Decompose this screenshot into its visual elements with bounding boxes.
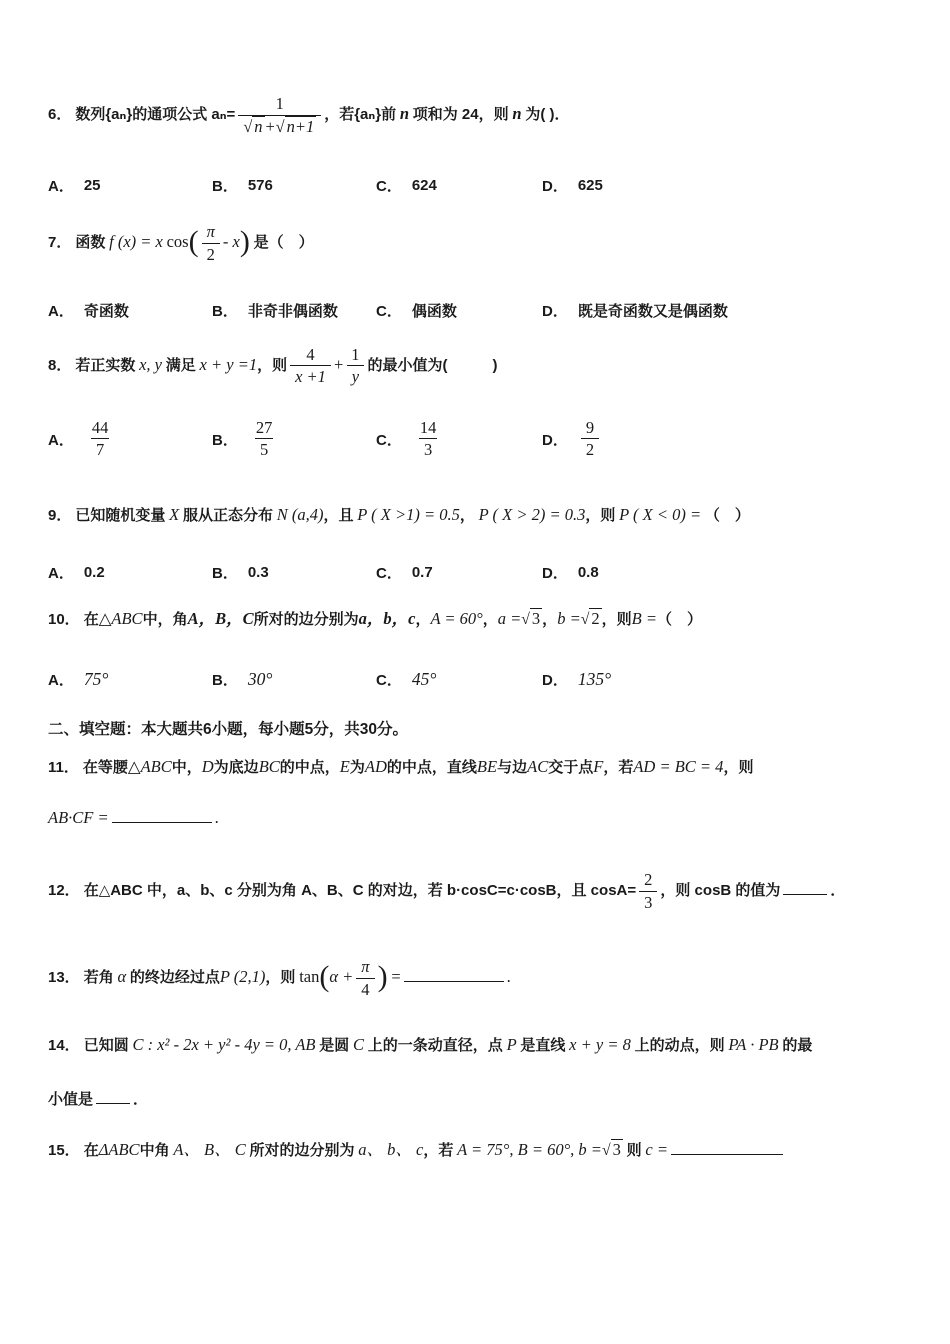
option-b — [212, 669, 376, 690]
question-text: 函数 — [75, 234, 106, 252]
option-label: B． — [212, 672, 238, 690]
fraction-numerator: 4 — [306, 344, 315, 364]
math-variables: a、 b、 c — [358, 1139, 424, 1159]
question-14-answer-line — [48, 1087, 902, 1114]
math-variables: x, y — [139, 354, 163, 374]
option-text: 624 — [411, 177, 437, 195]
math-expression: AD = BC = 4 — [633, 757, 724, 777]
option-text: 25 — [83, 177, 101, 195]
question-text: 的中点，直线 — [386, 759, 477, 777]
question-text: （ ） — [704, 507, 750, 524]
sqrt-symbol: √ — [601, 1141, 611, 1159]
math-variable: P — [506, 1034, 517, 1054]
period: ． — [830, 882, 846, 900]
fraction — [238, 94, 321, 137]
option-a — [48, 300, 212, 321]
sqrt-radicand: n+1 — [286, 116, 315, 136]
option-c — [376, 175, 542, 196]
option-label: B． — [212, 431, 238, 449]
option-text: 0.7 — [411, 563, 433, 581]
question-14 — [48, 1031, 902, 1060]
sqrt-expression — [580, 608, 602, 628]
question-text: 中， — [171, 759, 202, 777]
question-number: 14． — [48, 1036, 80, 1054]
question-text: 服从正态分布 — [182, 507, 273, 524]
fraction — [251, 418, 278, 461]
question-text: 上的动点，则 — [634, 1036, 725, 1054]
sqrt-symbol: √ — [275, 117, 285, 136]
option-label: D． — [542, 564, 568, 582]
math-function: cos — [166, 232, 189, 252]
option-d — [542, 562, 902, 583]
fraction-numerator: 44 — [91, 417, 109, 437]
question-text: 所对的边分别为 — [253, 610, 359, 628]
fraction-numerator: 1 — [275, 94, 284, 113]
sqrt-expression — [601, 1139, 623, 1159]
math-variables: A、 B、 C — [173, 1139, 246, 1159]
math-expression: △ABC — [98, 608, 143, 628]
left-paren: ( — [188, 224, 199, 258]
sqrt-radicand: 3 — [612, 1139, 621, 1159]
option-c — [376, 300, 542, 321]
question-text: 则 — [626, 1141, 642, 1159]
option-label: D． — [542, 302, 568, 320]
question-text: 满足 — [165, 356, 196, 374]
fraction — [346, 345, 364, 388]
question-text: 项和为 24，则 — [412, 106, 509, 124]
sqrt-expression — [521, 608, 542, 628]
question-7 — [48, 222, 902, 265]
fraction-denominator: 2 — [581, 438, 599, 461]
question-number: 9． — [48, 507, 72, 524]
option-label: B． — [212, 178, 238, 196]
question-text: ，若 — [603, 759, 634, 777]
math-expression: B = — [631, 608, 657, 628]
option-d — [542, 175, 902, 196]
question-text: ， — [415, 610, 431, 628]
fraction-numerator: 27 — [255, 417, 273, 437]
math-expression: P (2,1) — [219, 967, 266, 987]
fraction — [415, 418, 442, 461]
option-label: D． — [542, 178, 568, 196]
question-text: 是圆 — [319, 1036, 350, 1054]
question-number: 12． — [48, 882, 80, 900]
math-variable: D — [201, 757, 214, 777]
question-12 — [48, 870, 902, 913]
question-text: 的最小值为( ) — [367, 356, 498, 374]
fraction-numerator: π — [361, 957, 370, 977]
math-variable: F — [593, 757, 604, 777]
option-text: 非奇非偶函数 — [247, 302, 338, 320]
math-expression: △ABC — [127, 757, 172, 777]
fraction-denominator: 3 — [639, 891, 657, 914]
question-10 — [48, 605, 902, 634]
question-number: 7． — [48, 234, 72, 252]
question-text: 若正实数 — [75, 356, 136, 374]
question-number: 6． — [48, 106, 72, 124]
math-variable: n — [399, 104, 410, 124]
question-text: 中，角 — [142, 610, 188, 628]
option-b — [212, 175, 376, 196]
sqrt-symbol: √ — [580, 610, 590, 628]
math-variable: BC — [258, 757, 280, 777]
question-15 — [48, 1136, 902, 1165]
option-d — [542, 300, 902, 321]
option-label: A． — [48, 302, 74, 320]
fraction — [581, 418, 599, 461]
option-label: A． — [48, 564, 74, 582]
question-text: 已知圆 — [83, 1036, 129, 1054]
question-11 — [48, 753, 902, 782]
sqrt-symbol: √ — [243, 117, 253, 136]
right-paren: ) — [239, 224, 250, 258]
question-11-answer-line — [48, 804, 902, 833]
question-text: ，若{aₙ}前 — [324, 106, 397, 124]
math-variable: α — [117, 967, 127, 987]
fraction-denominator: x +1 — [290, 365, 331, 388]
option-text: 0.8 — [577, 563, 599, 581]
option-d — [542, 669, 902, 690]
math-variable: X — [169, 505, 180, 524]
question-text: ，且 — [323, 507, 354, 524]
sqrt-radicand: 2 — [591, 608, 600, 628]
math-expression: P ( X < 0) = — [619, 505, 702, 524]
fraction-denominator: 7 — [91, 438, 109, 461]
option-a — [48, 562, 212, 583]
right-paren: ) — [377, 959, 388, 993]
option-label: C． — [376, 564, 402, 582]
math-variable: AD — [364, 757, 387, 777]
option-label: B． — [212, 302, 238, 320]
fraction — [356, 957, 374, 1000]
option-label: D． — [542, 672, 568, 690]
option-text: 0.3 — [247, 563, 269, 581]
period: . — [506, 967, 511, 987]
period: . — [214, 807, 219, 827]
math-variable: C — [353, 1034, 365, 1054]
fraction-numerator: 2 — [644, 870, 653, 890]
math-variables: a，b，c — [358, 608, 416, 628]
question-number: 15． — [48, 1141, 80, 1159]
fraction-denominator: 5 — [255, 438, 273, 461]
question-text: 在 — [83, 1141, 99, 1159]
question-text: 在 — [83, 610, 99, 628]
math-condition: x + y =1 — [199, 354, 258, 374]
fraction-denominator: 3 — [419, 438, 437, 461]
question-number: 10． — [48, 610, 80, 628]
math-expression: C : x² - 2x + y² - 4y = 0, AB — [132, 1034, 316, 1054]
fraction — [202, 222, 220, 265]
question-text: 是（ ） — [253, 234, 314, 252]
fraction — [290, 345, 331, 388]
answer-blank — [671, 1139, 783, 1155]
fraction-denominator — [238, 115, 321, 138]
sqrt-radicand: n — [254, 116, 263, 136]
answer-blank — [783, 879, 827, 895]
answer-blank — [404, 967, 504, 983]
option-text: 625 — [577, 177, 603, 195]
option-c — [376, 418, 542, 461]
math-expression: b = — [557, 608, 581, 628]
math-variables: A，B，C — [187, 608, 254, 628]
math-operator: + — [333, 354, 344, 374]
math-expression: a = — [497, 608, 522, 628]
question-text: ， — [542, 610, 558, 628]
math-operator: + — [264, 116, 276, 136]
question-text: 上的一条动直径，点 — [367, 1036, 503, 1054]
sqrt-radicand: 3 — [531, 608, 541, 628]
fraction-numerator: 1 — [351, 344, 360, 364]
math-expression: PA · PB — [728, 1034, 779, 1054]
math-variable: n — [512, 104, 522, 124]
option-text: 576 — [247, 177, 273, 195]
question-text: 为底边 — [213, 759, 259, 777]
math-function: tan — [299, 967, 320, 987]
question-text: 中角 — [139, 1141, 170, 1159]
fraction-denominator: 2 — [202, 243, 220, 266]
option-a — [48, 669, 212, 690]
question-text: 已知随机变量 — [75, 507, 166, 524]
question-text: 小值是 — [48, 1091, 94, 1109]
question-text: ，则 — [601, 610, 632, 628]
math-expression: f (x) = x — [109, 232, 163, 252]
period: ． — [133, 1091, 149, 1109]
fraction-denominator: 4 — [356, 978, 374, 1001]
option-text: 奇函数 — [83, 302, 129, 320]
question-text: ，则 — [723, 759, 754, 777]
fraction — [639, 870, 657, 913]
question-text: 在等腰 — [82, 759, 128, 777]
question-8-options — [48, 418, 902, 461]
sqrt-expression — [275, 116, 317, 136]
question-9-options — [48, 562, 902, 583]
question-text: 交于点 — [548, 759, 594, 777]
question-text: ，则 — [257, 356, 288, 374]
fraction-numerator: π — [206, 222, 215, 242]
option-label: A． — [48, 672, 74, 690]
math-variable: BE — [476, 757, 498, 777]
question-6-options — [48, 175, 902, 196]
option-b — [212, 562, 376, 583]
math-expression: c = — [645, 1139, 668, 1159]
math-expression: A = 60° — [430, 608, 483, 628]
question-text: （ ） — [656, 610, 702, 628]
question-number: 8． — [48, 356, 72, 374]
question-text: 若角 — [83, 969, 114, 987]
question-text: ， — [459, 507, 475, 524]
math-expression: P ( X >1) = 0.5 — [357, 505, 460, 524]
question-9 — [48, 501, 902, 530]
sqrt-expression — [243, 116, 264, 136]
option-c — [376, 562, 542, 583]
answer-blank — [96, 1088, 130, 1104]
question-text: 与边 — [497, 759, 528, 777]
question-number: 11． — [48, 759, 79, 777]
option-d — [542, 418, 902, 461]
question-text: 为( )． — [525, 106, 570, 124]
left-paren: ( — [319, 959, 330, 993]
option-a — [48, 175, 212, 196]
option-label: B． — [212, 564, 238, 582]
question-text: ，则 cosB 的值为 — [660, 882, 781, 900]
fraction-numerator: 14 — [419, 417, 437, 437]
math-expression: ΔABC — [98, 1139, 140, 1159]
question-text: ，若 — [423, 1141, 454, 1159]
question-text: ，则 — [265, 969, 296, 987]
option-label: C． — [376, 672, 402, 690]
option-b — [212, 418, 376, 461]
question-text: ，则 — [585, 507, 616, 524]
option-text: 135° — [577, 669, 612, 690]
question-text: 在△ABC 中，a、b、c 分别为角 A、B、C 的对边，若 b·cosC=c·cosB，且 cosA= — [83, 882, 637, 900]
math-expression: N (a,4) — [276, 505, 324, 524]
question-number: 13． — [48, 969, 80, 987]
sqrt-symbol: √ — [521, 610, 530, 628]
question-10-options — [48, 669, 902, 690]
question-text: 为 — [349, 759, 365, 777]
math-expression: - x — [222, 232, 240, 252]
question-6 — [48, 94, 902, 137]
question-text: 的终边经过点 — [129, 969, 220, 987]
question-text: 的中点， — [279, 759, 340, 777]
math-expression: A = 75°, B = 60°, b = — [457, 1139, 602, 1159]
question-8 — [48, 345, 902, 388]
math-operator: = — [391, 967, 401, 987]
math-variable: AC — [527, 757, 549, 777]
fraction-numerator: 9 — [585, 417, 595, 437]
option-label: C． — [376, 431, 402, 449]
question-text: 数列{aₙ}的通项公式 aₙ= — [75, 106, 236, 124]
question-13 — [48, 957, 902, 1000]
question-text: 所对的边分别为 — [249, 1141, 355, 1159]
question-7-options — [48, 300, 902, 321]
math-expression: P ( X > 2) = 0.3 — [478, 505, 586, 524]
option-label: C． — [376, 302, 402, 320]
option-label: C． — [376, 178, 402, 196]
question-text: 是直线 — [520, 1036, 566, 1054]
math-expression: AB·CF = — [48, 807, 109, 827]
math-expression: x + y = 8 — [569, 1034, 631, 1054]
math-expression: α + — [329, 967, 354, 987]
fraction — [87, 418, 114, 461]
option-label: A． — [48, 431, 74, 449]
answer-blank — [112, 807, 212, 823]
option-c — [376, 669, 542, 690]
question-text: ， — [482, 610, 498, 628]
option-text: 既是奇函数又是偶函数 — [577, 302, 728, 320]
option-text: 30° — [247, 669, 273, 690]
option-label: D． — [542, 431, 568, 449]
option-b — [212, 300, 376, 321]
option-text: 75° — [83, 669, 109, 690]
fraction-denominator: y — [347, 365, 364, 388]
section-heading: 二、填空题：本大题共6小题，每小题5分，共30分。 — [48, 721, 408, 739]
math-variable: E — [339, 757, 350, 777]
option-label: A． — [48, 178, 74, 196]
option-a — [48, 418, 212, 461]
option-text: 45° — [411, 669, 437, 690]
option-text: 0.2 — [83, 563, 105, 581]
question-text: 的最 — [782, 1036, 813, 1054]
option-text: 偶函数 — [411, 302, 457, 320]
